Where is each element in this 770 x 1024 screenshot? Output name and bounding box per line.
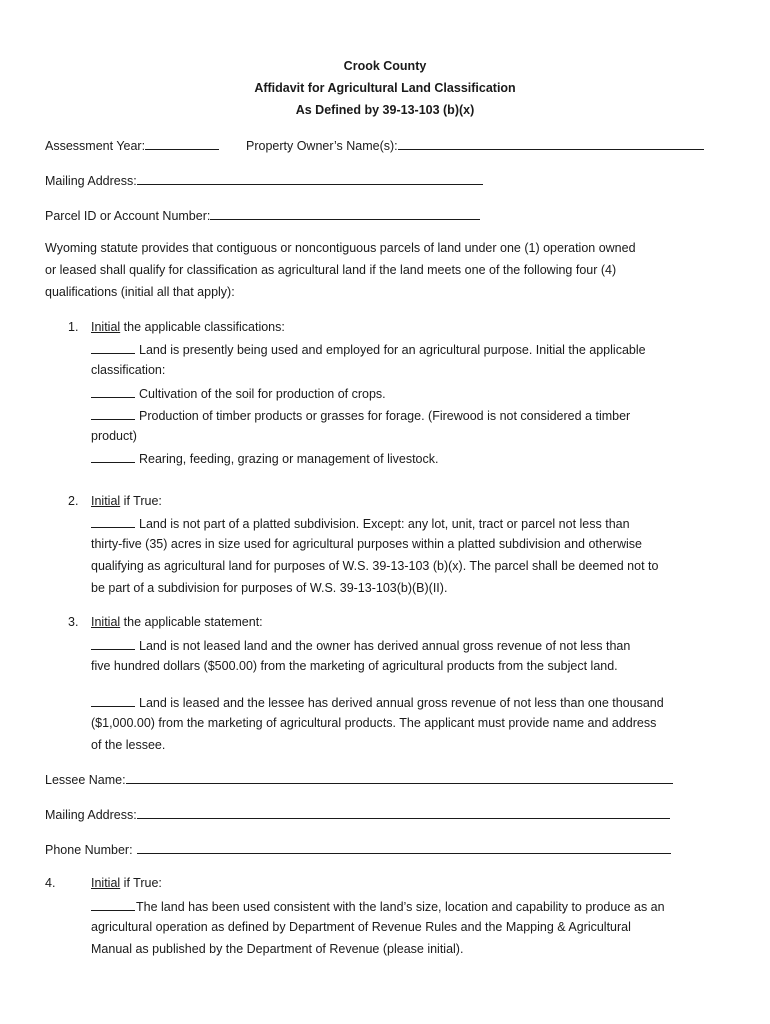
section-2-line-3: qualifying as agricultural land for purposes of W.S. 39-13-103 (b)(x). The parcel shall be deemed not to (91, 559, 659, 573)
intro-line-2: or leased shall qualify for classification as agricultural land if the land meets one of the following four (4) (45, 263, 617, 277)
section-4-line-1-text: The land has been used consistent with the land’s size, location and capability to produce as an (136, 900, 665, 914)
lessee-phone-field[interactable] (137, 841, 671, 854)
section-1-item-a-cont: classification: (91, 363, 166, 377)
section-1-item-a (91, 341, 646, 357)
section-1-item-b-text: Cultivation of the soil for production of crops. (139, 387, 386, 401)
intro-line-3: qualifications (initial all that apply): (45, 285, 235, 299)
initial-blank[interactable] (91, 450, 135, 463)
mailing-address-label: Mailing Address: (45, 174, 137, 188)
section-4-line-3: Manual as published by the Department of Revenue (please initial). (91, 942, 464, 956)
section-3-item-b-cont-1: ($1,000.00) from the marketing of agricultural products. The applicant must provide name and address (91, 716, 657, 730)
section-1-item-c-cont: product) (91, 429, 137, 443)
section-3-item-b-text: Land is leased and the lessee has derived annual gross revenue of not less than one thousand (139, 696, 664, 710)
lessee-address-field[interactable] (137, 806, 670, 819)
assessment-year-row (45, 137, 219, 153)
parcel-id-row (45, 207, 480, 223)
section-1-head: the applicable classifications: (120, 320, 285, 334)
parcel-id-field[interactable] (210, 207, 480, 220)
mailing-address-field[interactable] (137, 172, 483, 185)
section-4-initial: Initial (91, 876, 121, 890)
lessee-name-field[interactable] (126, 771, 673, 784)
owner-name-label: Property Owner’s Name(s): (246, 139, 398, 153)
section-2-heading (91, 494, 162, 508)
lessee-address-label: Mailing Address: (45, 808, 137, 822)
initial-blank[interactable] (91, 515, 135, 528)
section-1-item-d (91, 450, 438, 466)
section-3-number: 3. (68, 615, 79, 629)
lessee-phone-label: Phone Number: (45, 843, 133, 857)
assessment-year-field[interactable] (145, 137, 219, 150)
initial-blank[interactable] (91, 341, 135, 354)
section-1-initial: Initial (91, 320, 121, 334)
owner-name-row (246, 137, 704, 153)
section-1-item-b (91, 385, 386, 401)
section-3-item-a-text: Land is not leased land and the owner has derived annual gross revenue of not less than (139, 639, 631, 653)
initial-blank[interactable] (91, 385, 135, 398)
lessee-phone-row (45, 841, 671, 857)
section-1-number: 1. (68, 320, 79, 334)
initial-blank[interactable] (91, 637, 135, 650)
initial-blank[interactable] (91, 407, 135, 420)
section-2-number: 2. (68, 494, 79, 508)
section-2-line-1 (91, 515, 630, 531)
section-1-item-c-text: Production of timber products or grasses for forage. (Firewood is not considered a timber (139, 409, 631, 423)
lessee-name-row (45, 771, 673, 787)
lessee-address-row (45, 806, 670, 822)
section-4-line-2: agricultural operation as defined by Department of Revenue Rules and the Mapping & Agricultural (91, 920, 631, 934)
section-2-line-1-text: Land is not part of a platted subdivision. Except: any lot, unit, tract or parcel not less than (139, 517, 630, 531)
section-3-initial: Initial (91, 615, 121, 629)
section-3-head: the applicable statement: (120, 615, 263, 629)
owner-name-field[interactable] (398, 137, 704, 150)
section-1-item-d-text: Rearing, feeding, grazing or management of livestock. (139, 452, 439, 466)
assessment-year-label: Assessment Year: (45, 139, 146, 153)
statute-title: As Defined by 39-13-103 (b)(x) (295, 103, 475, 117)
lessee-name-label: Lessee Name: (45, 773, 126, 787)
section-3-heading (91, 615, 263, 629)
section-2-head: if True: (120, 494, 162, 508)
initial-blank[interactable] (91, 694, 135, 707)
section-4-head: if True: (120, 876, 162, 890)
form-title: Affidavit for Agricultural Land Classification (254, 81, 516, 95)
section-1-item-a-text: Land is presently being used and employed for an agricultural purpose. Initial the applicable (139, 343, 646, 357)
intro-line-1: Wyoming statute provides that contiguous or noncontiguous parcels of land under one (1) operation owned (45, 241, 636, 255)
section-2-line-2: thirty-five (35) acres in size used for agricultural purposes within a platted subdivision and otherwise (91, 537, 642, 551)
county-title: Crook County (343, 59, 427, 73)
section-3-item-b-cont-2: of the lessee. (91, 738, 166, 752)
section-4-heading (91, 876, 162, 890)
section-2-initial: Initial (91, 494, 121, 508)
section-3-item-b (91, 694, 664, 710)
section-3-item-a-cont: five hundred dollars ($500.00) from the marketing of agricultural products from the subject land. (91, 659, 618, 673)
initial-blank[interactable] (91, 898, 135, 911)
section-3-item-a (91, 637, 630, 653)
section-2-line-4: be part of a subdivision for purposes of W.S. 39-13-103(b)(B)(II). (91, 581, 448, 595)
mailing-address-row (45, 172, 483, 188)
section-1-item-c (91, 407, 630, 423)
parcel-id-label: Parcel ID or Account Number: (45, 209, 211, 223)
section-1-heading (91, 320, 285, 334)
section-4-number: 4. (45, 876, 56, 890)
section-4-line-1 (91, 898, 665, 914)
